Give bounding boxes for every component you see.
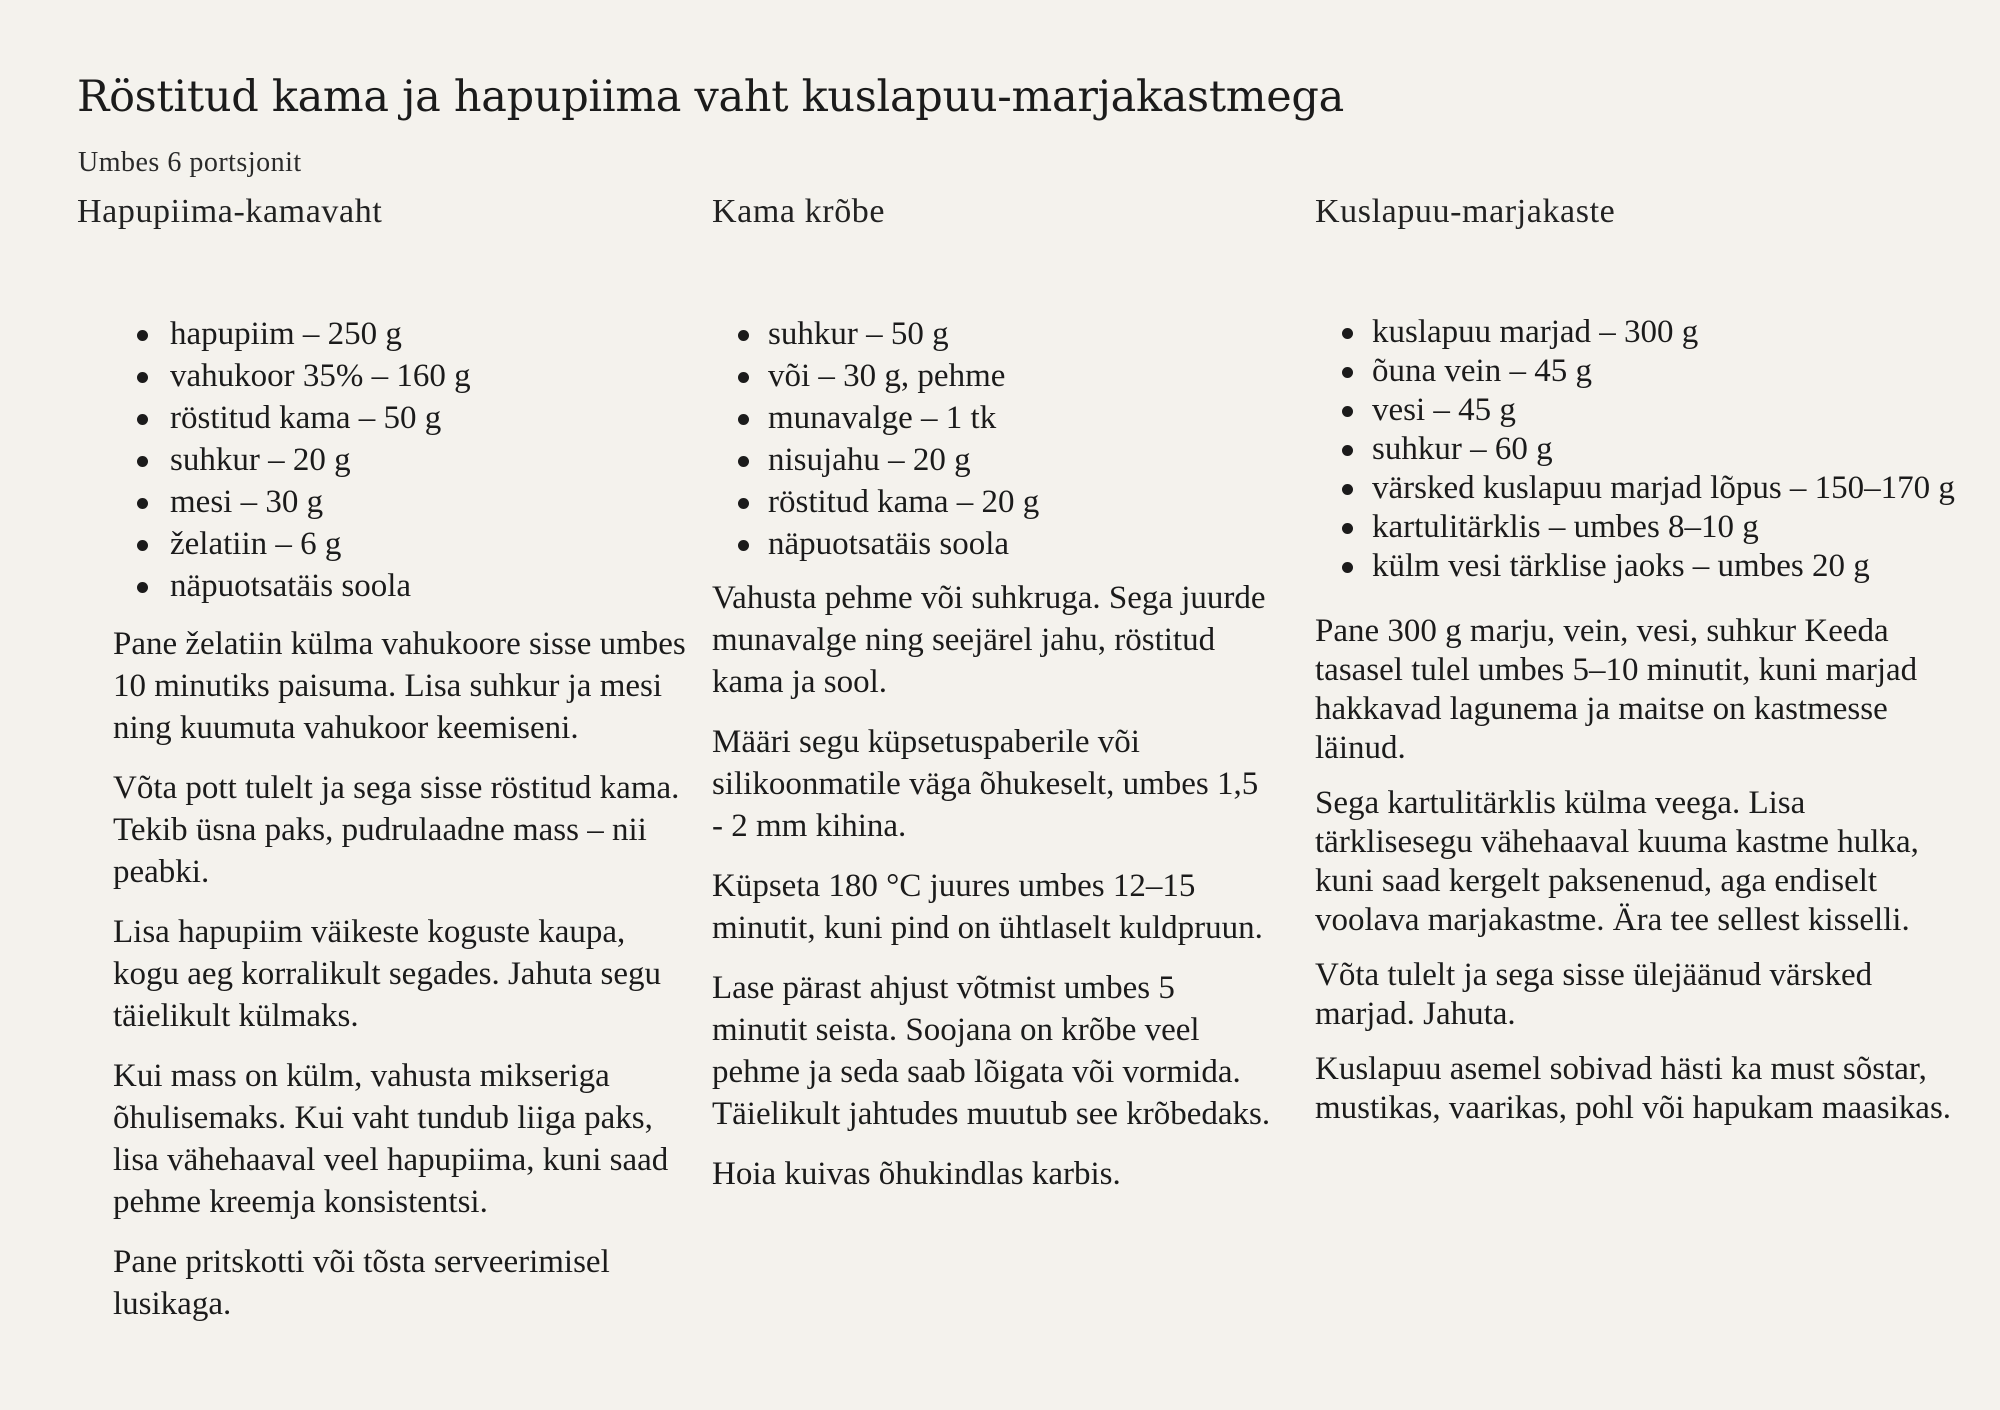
ingredient-item: hapupiim – 250 g: [77, 313, 697, 355]
instruction-step: Lisa hapupiim väikeste koguste kaupa, kogu aeg korralikult segades. Jahuta segu täielikult külmaks.: [113, 914, 662, 1034]
ingredient-item: suhkur – 20 g: [77, 439, 697, 481]
ingredient-item: suhkur – 60 g: [1315, 430, 1955, 469]
instruction-step: Sega kartulitärklis külma veega. Lisa tärklisesegu vähehaaval kuuma kastme hulka, kuni saad kergelt paksenenud, aga endiselt voolava marjakastme. Ära tee sellest kisselli.: [1315, 785, 1919, 938]
ingredient-item: kuslapuu marjad – 300 g: [1315, 313, 1955, 352]
instructions: [113, 623, 697, 1325]
ingredient-item: näpuotsatäis soola: [712, 523, 1272, 565]
ingredient-item: röstitud kama – 20 g: [712, 481, 1272, 523]
ingredient-list: [712, 313, 1272, 565]
section-heading: Kama krõbe: [712, 193, 886, 230]
instruction-step: Küpseta 180 °C juures umbes 12–15 minutit, kuni pind on ühtlaselt kuldpruun.: [712, 868, 1263, 946]
instruction-step: Lase pärast ahjust võtmist umbes 5 minutit seista. Soojana on krõbe veel pehme ja seda saab lõigata või vormida.: [712, 970, 1241, 1090]
instruction-step: Hoia kuivas õhukindlas karbis.: [712, 1156, 1121, 1192]
ingredient-item: röstitud kama – 50 g: [77, 397, 697, 439]
ingredient-item: vesi – 45 g: [1315, 391, 1955, 430]
instruction-step: Pane pritskotti või tõsta serveerimisel lusikaga.: [113, 1244, 610, 1322]
servings-note: Umbes 6 portsjonit: [78, 147, 302, 178]
ingredient-item: mesi – 30 g: [77, 481, 697, 523]
section-hapupiima-kamavaht: [77, 193, 697, 1343]
page-title: Röstitud kama ja hapupiima vaht kuslapuu-marjakastmega: [77, 72, 1344, 122]
instruction-step: Pane želatiin külma vahukoore sisse umbes 10 minutiks paisuma. Lisa suhkur ja mesi ning kuumuta vahukoor keemiseni.: [113, 626, 686, 746]
ingredient-item: külm vesi tärklise jaoks – umbes 20 g: [1315, 547, 1955, 586]
section-kuslapuu-marjakaste: [1315, 193, 1955, 1144]
instructions: [1315, 612, 1955, 1128]
ingredient-item: vahukoor 35% – 160 g: [77, 355, 697, 397]
ingredient-item: või – 30 g, pehme: [712, 355, 1272, 397]
ingredient-list: [1315, 313, 1955, 586]
instruction-step: Täielikult jahtudes muutub see krõbedaks.: [712, 1096, 1271, 1132]
ingredient-item: želatiin – 6 g: [77, 523, 697, 565]
instruction-step: Määri segu küpsetuspaberile või silikoonmatile väga õhukeselt, umbes 1,5 - 2 mm kihina.: [712, 724, 1259, 844]
ingredient-item: suhkur – 50 g: [712, 313, 1272, 355]
ingredient-item: näpuotsatäis soola: [77, 565, 697, 607]
instruction-step: Võta pott tulelt ja sega sisse röstitud kama. Tekib üsna paks, pudrulaadne mass – nii peabki.: [113, 770, 680, 890]
section-heading: Kuslapuu-marjakaste: [1315, 193, 1616, 230]
section-heading: Hapupiima-kamavaht: [77, 193, 383, 230]
ingredient-item: munavalge – 1 tk: [712, 397, 1272, 439]
instruction-step: Kuslapuu asemel sobivad hästi ka must sõstar, mustikas, vaarikas, pohl või hapukam maasikas.: [1315, 1051, 1952, 1126]
instruction-step: Pane 300 g marju, vein, vesi, suhkur Keeda tasasel tulel umbes 5–10 minutit, kuni marjad hakkavad lagunema ja maitse on kastmesse läinud.: [1315, 613, 1918, 766]
ingredient-item: õuna vein – 45 g: [1315, 352, 1955, 391]
instruction-step: Vahusta pehme või suhkruga. Sega juurde munavalge ning seejärel jahu, röstitud kama ja sool.: [712, 580, 1266, 700]
ingredient-item: värsked kuslapuu marjad lõpus – 150–170 g: [1315, 469, 1955, 508]
ingredient-item: kartulitärklis – umbes 8–10 g: [1315, 508, 1955, 547]
ingredient-item: nisujahu – 20 g: [712, 439, 1272, 481]
section-kama-krobe: [712, 193, 1272, 1213]
ingredient-list: [77, 313, 697, 607]
instructions: [712, 577, 1272, 1195]
instruction-step: Kui mass on külm, vahusta mikseriga õhulisemaks. Kui vaht tundub liiga paks, lisa vähehaaval veel hapupiima, kuni saad pehme kreemja konsistentsi.: [113, 1058, 669, 1220]
instruction-step: Võta tulelt ja sega sisse ülejäänud värsked marjad. Jahuta.: [1315, 957, 1873, 1032]
